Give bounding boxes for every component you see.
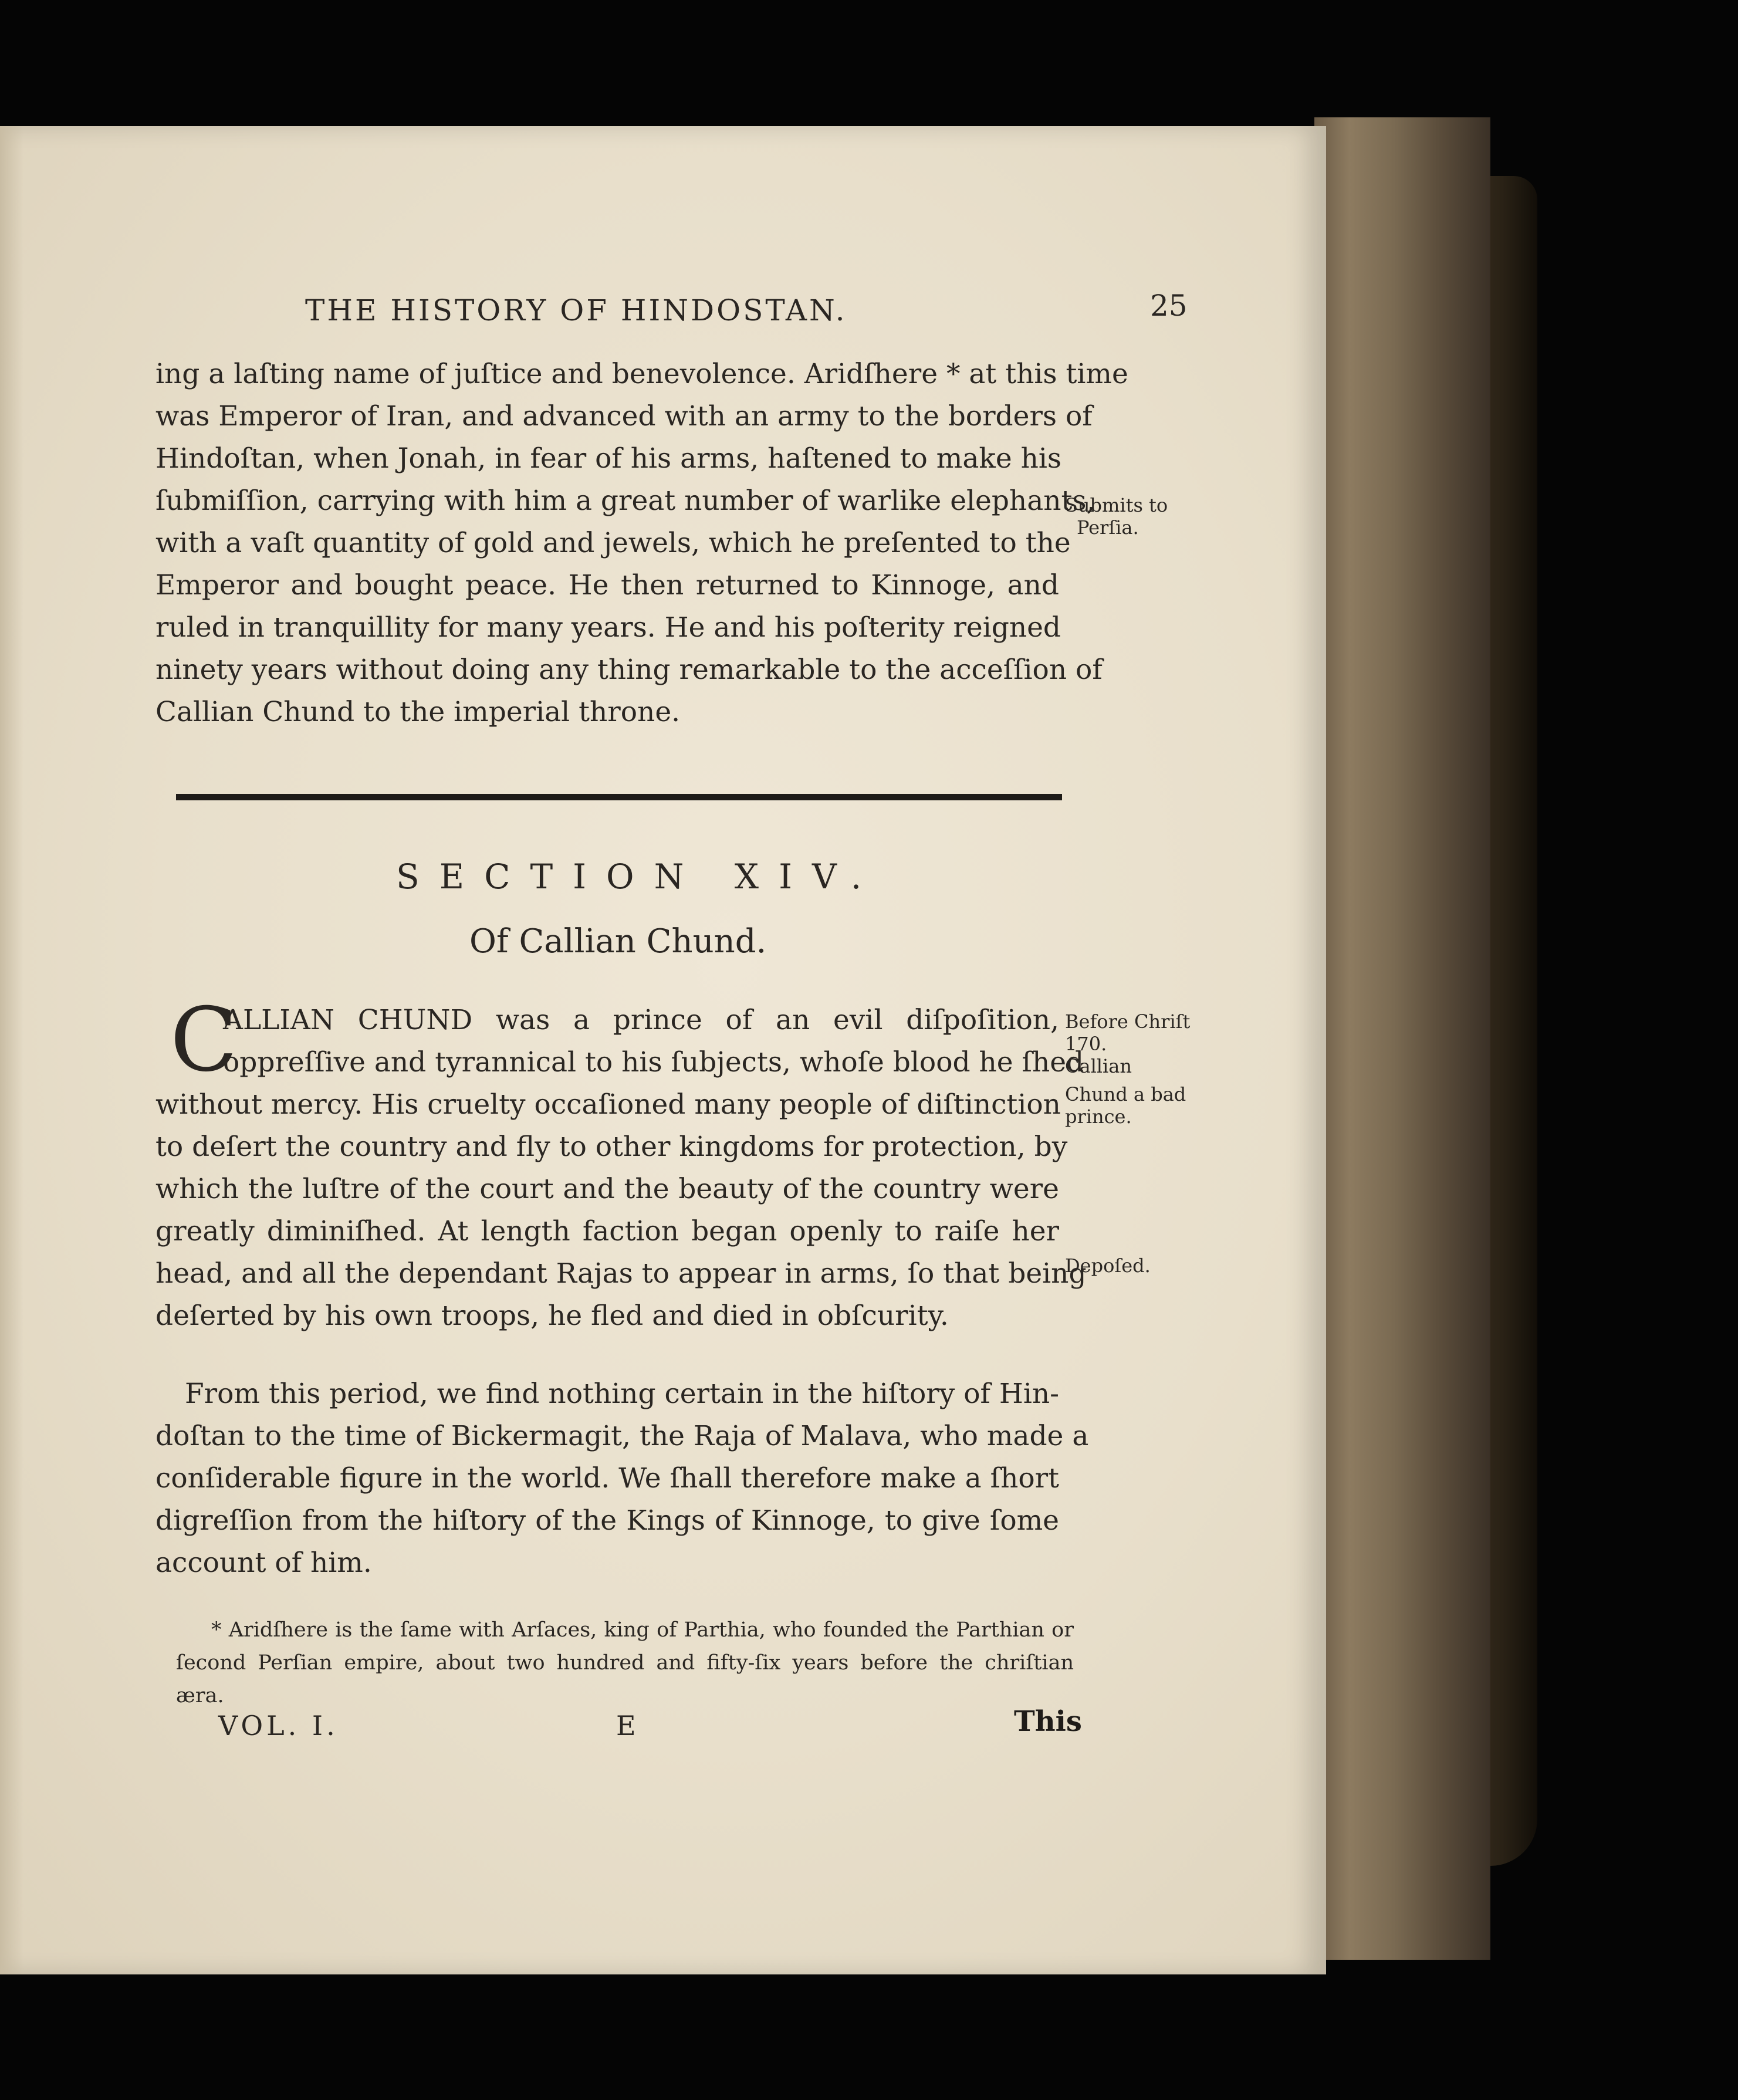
text-line: ſubmiſſion, carrying with him a great number of warlike elephants, (155, 485, 1095, 517)
footnote-line: ſecond Perſian empire, about two hundred and fifty-ſix years before the chriſtian (176, 1651, 1074, 1675)
book-page-edges (1314, 117, 1490, 1960)
text-line: ing a laſting name of juſtice and benevolence. Aridſhere * at this time (155, 358, 1128, 390)
volume-signature: VOL. I. (218, 1710, 339, 1741)
text-line: greatly diminiſhed. At length faction began openly to raiſe her (155, 1215, 1059, 1247)
text-line: Hindoſtan, when Jonah, in fear of his arms, haſtened to make his (155, 442, 1062, 475)
text-line: ruled in tranquillity for many years. He and his poſterity reigned (155, 611, 1061, 644)
text-line: oppreſſive and tyrannical to his ſubjects, whoſe blood he ſhed (223, 1046, 1084, 1078)
text-line: doſtan to the time of Bickermagit, the Raja of Malava, who made a (155, 1420, 1089, 1452)
margin-note-line: Perſia. (1077, 516, 1139, 539)
page-number: 25 (1150, 289, 1188, 323)
text-line: conſiderable figure in the world. We ſhall therefore make a ſhort (155, 1462, 1059, 1494)
margin-note-deposed (1065, 1254, 1200, 1277)
section-divider-rule (176, 794, 1062, 800)
text-line: was Emperor of Iran, and advanced with an army to the borders of (155, 400, 1093, 432)
text-line: Emperor and bought peace. He then returned to Kinnoge, and (155, 569, 1059, 601)
text-line: with a vaſt quantity of gold and jewels, which he preſented to the (155, 527, 1071, 559)
running-title: THE HISTORY OF HINDOSTAN. (305, 293, 847, 327)
drop-cap: C (170, 989, 238, 1091)
text-line: account of him. (155, 1547, 372, 1579)
margin-note-submits (1065, 494, 1200, 539)
margin-note-line: Depoſed. (1065, 1254, 1151, 1277)
paragraph-3 (155, 1373, 1089, 1584)
margin-note-line: Callian (1065, 1055, 1132, 1077)
margin-note-line: Submits to (1065, 494, 1168, 516)
text-line: digreſſion from the hiſtory of the Kings of Kinnoge, to give ſome (155, 1504, 1059, 1537)
text-line: ALLIAN CHUND was a prince of an evil diſpoſition, (223, 1004, 1059, 1036)
text-line: head, and all the dependant Rajas to appear in arms, ſo that being (155, 1257, 1087, 1290)
margin-note-line: prince. (1065, 1105, 1132, 1128)
signature-letter: E (616, 1710, 636, 1741)
page-gutter-shadow (0, 126, 23, 1974)
text-line: From this period, we find nothing certain in the hiſtory of Hin- (185, 1378, 1060, 1410)
footnote-line: * Aridſhere is the ſame with Arſaces, king of Parthia, who founded the Parthian or (211, 1618, 1074, 1642)
catchword: This (1014, 1705, 1082, 1738)
margin-note-line: Chund a bad (1065, 1083, 1186, 1105)
text-line: which the luſtre of the court and the beauty of the country were (155, 1173, 1059, 1205)
margin-note-line: 170. (1065, 1033, 1107, 1055)
text-line: to deſert the country and fly to other kingdoms for protection, by (155, 1131, 1068, 1163)
text-line: Callian Chund to the imperial throne. (155, 696, 681, 728)
footnote (176, 1614, 1074, 1712)
section-heading: SECTION XIV. (396, 857, 882, 897)
margin-note-line: Before Chriſt (1065, 1010, 1191, 1033)
margin-note-before-christ (1065, 1010, 1200, 1128)
footnote-line: æra. (176, 1684, 224, 1707)
text-line: deſerted by his own troops, he fled and died in obſcurity. (155, 1300, 949, 1332)
text-line: ninety years without doing any thing remarkable to the acceſſion of (155, 654, 1103, 686)
text-line: without mercy. His cruelty occaſioned many people of diſtinction (155, 1088, 1061, 1121)
section-subtitle: Of Callian Chund. (469, 922, 767, 961)
